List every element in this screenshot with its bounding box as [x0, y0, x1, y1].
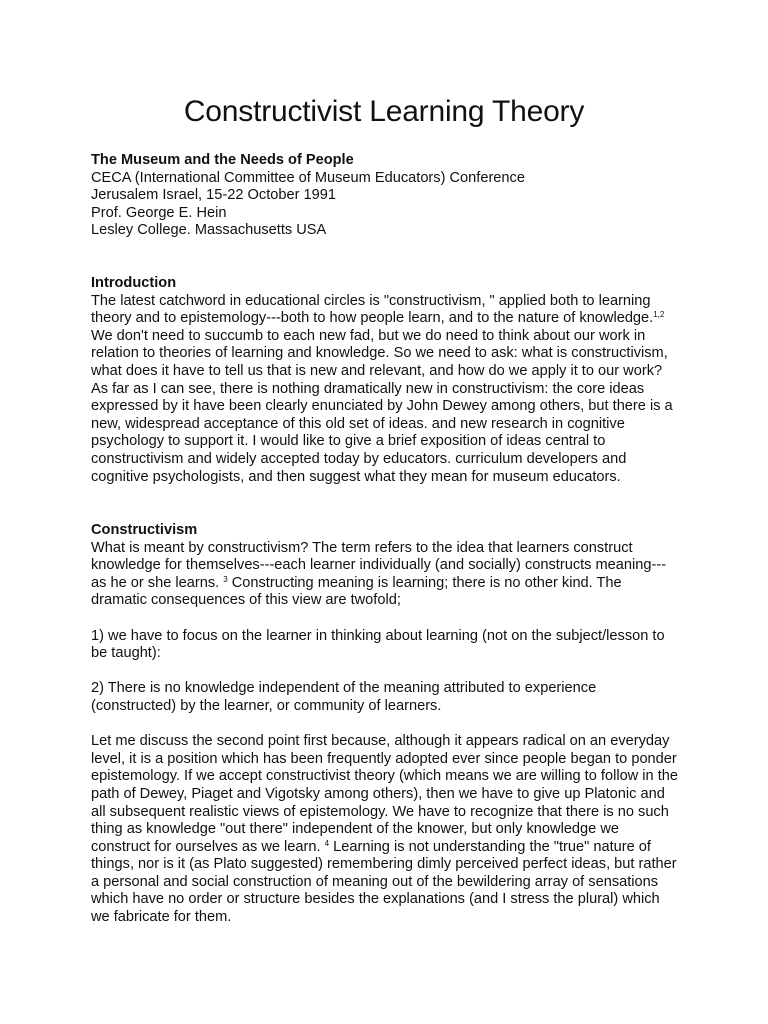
introduction-heading: Introduction — [91, 275, 177, 291]
footnote-marker: 4 — [324, 838, 330, 848]
constructivism-paragraph-2: 1) we have to focus on the learner in thinking about learning (not on the subject/lesson to be taught): — [91, 627, 665, 662]
document-title: Constructivist Learning Theory — [183, 95, 585, 128]
conference-name: CECA (International Committee of Museum Educators) Conference — [91, 169, 525, 186]
introduction-paragraph — [91, 293, 681, 487]
constructivism-p4-part2: Learning is not understanding the "true" nature of things, nor is it (as Plato suggested) remembering dimly perceived perfect ideas, but rather a personal and social construction of meaning out of the bewildering array of sensations which have no order or structure besides the explanations (and I stress the plural) which we fabricate for them. — [91, 838, 677, 926]
footnote-marker: 1,2 — [653, 310, 665, 320]
constructivism-p4-part1: Let me discuss the second point first because, although it appears radical on an everyday level, it is a position which has been frequently adopted ever since people began to ponder epistemology. If we accept constructivist theory (which means we are willing to follow in the path of Dewey, Piaget and Vigotsky among others), then we have to give up Platonic and all subsequent realistic views of epistemology. We have to recognize that there is no such thing as knowledge "out there" independent of the knower, but only knowledge we construct for ourselves as we learn. — [91, 733, 678, 855]
constructivism-p1-part2: Constructing meaning is learning; there is no other kind. The dramatic consequences of this view are twofold; — [91, 574, 622, 609]
introduction-text-part1: The latest catchword in educational circles is "constructivism, " applied both to learning theory and to epistemology---both to how people learn, and to the nature of knowledge. — [91, 292, 654, 327]
introduction-text-part2: We don't need to succumb to each new fad, but we do need to think about our work in relation to theories of learning and knowledge. So we need to ask: what is constructivism, what does it have to tell us that is new and relevant, and how do we apply it to our work? As far as I can see, there is nothing dramatically new in constructivism: the core ideas expressed by it have been clearly enunciated by John Dewey among others, but there is a new, widespread acceptance of this old set of ideas. and new research in cognitive psychology to support it. I would like to give a brief exposition of ideas central to constructivism and widely accepted today by educators. curriculum developers and cognitive psychologists, and then suggest what they mean for museum educators. — [91, 327, 673, 485]
document-header — [91, 152, 681, 240]
constructivism-paragraph-3: 2) There is no knowledge independent of the meaning attributed to experience (constructed) by the learner, or community of learners. — [91, 680, 597, 714]
location-date: Jerusalem Israel, 15-22 October 1991 — [91, 187, 336, 204]
constructivism-heading: Constructivism — [91, 522, 198, 538]
introduction-section — [91, 275, 681, 486]
constructivism-p1-part1: What is meant by constructivism? The term refers to the idea that learners construct knowledge for themselves---each learner individually (and socially) constructs meaning---as he or she learns. — [91, 539, 667, 591]
footnote-marker: 3 — [223, 574, 228, 584]
constructivism-paragraph-1 — [91, 540, 681, 610]
author-affiliation: Lesley College. Massachusetts USA — [91, 222, 327, 239]
document-subtitle: The Museum and the Needs of People — [91, 152, 354, 168]
constructivism-section — [91, 522, 681, 927]
constructivism-paragraph-4 — [91, 733, 681, 927]
author-name: Prof. George E. Hein — [91, 204, 227, 221]
